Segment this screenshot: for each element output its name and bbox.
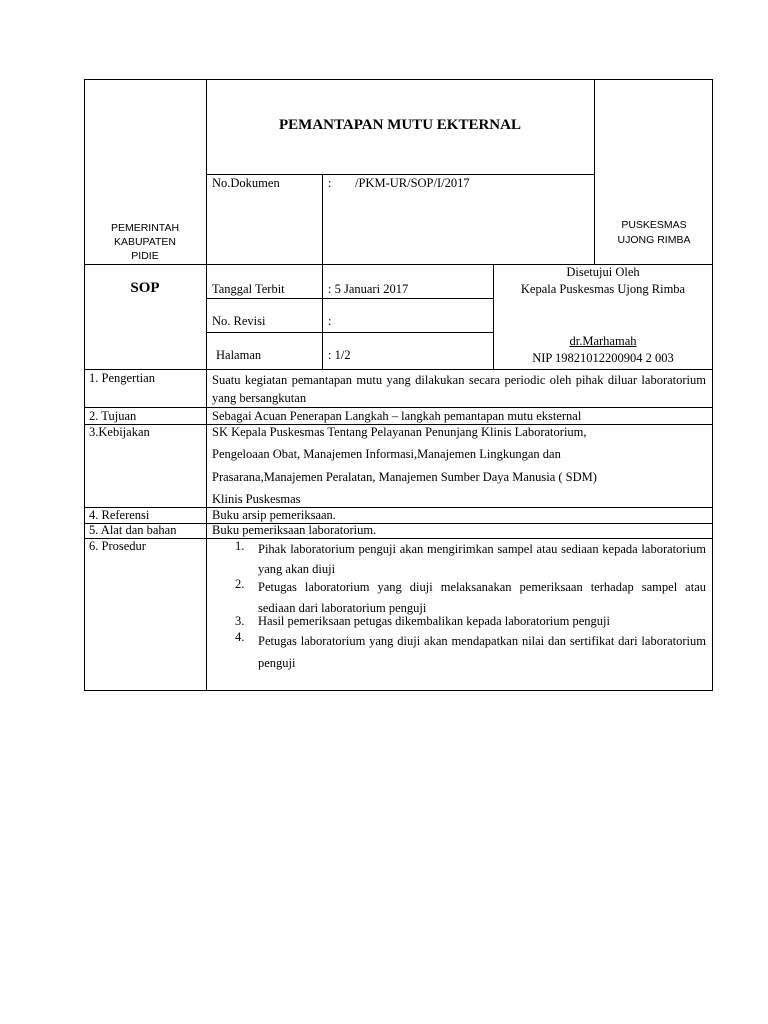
left-org-line-1: PEMERINTAH [110, 222, 180, 234]
right-org-line-1: PUSKESMAS [621, 219, 687, 231]
right-org-line-2: UJONG RIMBA [617, 234, 691, 246]
document-title: PEMANTAPAN MUTU EKTERNAL [279, 117, 521, 133]
prosedur-num-4: 4. [235, 630, 245, 644]
prosedur-num-1: 1. [235, 539, 245, 553]
approver-name [494, 334, 712, 349]
tujuan-text: Sebagai Acuan Penerapan Langkah – langkah pemantapan mutu eksternal [212, 409, 582, 423]
approval-line-2: Kepala Puskesmas Ujong Rimba [520, 282, 686, 296]
sop-label: SOP [130, 280, 160, 296]
prosedur-text-3: Hasil pemeriksaan petugas dikembalikan kepada laboratorium penguji [258, 614, 610, 628]
prosedur-num-3: 3. [235, 614, 245, 628]
kebijakan-line-2: Pengeloaan Obat, Manajemen Informasi,Manajemen Lingkungan dan [212, 447, 561, 461]
kebijakan-line-1: SK Kepala Puskesmas Tentang Pelayanan Penunjang Klinis Laboratorium, [212, 425, 587, 439]
prosedur-text-4: Petugas laboratorium yang diuji akan mendapatkan nilai dan sertifikat dari laboratorium penguji [258, 634, 706, 670]
prosedur-num-2: 2. [235, 577, 245, 591]
no-revisi-label: No. Revisi [212, 314, 266, 328]
left-org-line-3: PIDIE [131, 250, 159, 262]
referensi-text: Buku arsip pemeriksaan. [212, 508, 336, 522]
referensi-label: 4. Referensi [89, 508, 150, 522]
halaman-value: : 1/2 [328, 348, 351, 362]
tanggal-terbit-value: : 5 Januari 2017 [328, 282, 409, 296]
approver-nip: NIP 19821012200904 2 003 [532, 351, 674, 365]
approval-line-1: Disetujui Oleh [566, 265, 640, 279]
alat-bahan-text: Buku pemeriksaan laboratorium. [212, 523, 377, 537]
tanggal-terbit-label: Tanggal Terbit [212, 282, 285, 296]
no-dokumen-value: /PKM-UR/SOP/I/2017 [355, 176, 470, 190]
kebijakan-line-4: Klinis Puskesmas [212, 492, 301, 506]
halaman-label: Halaman [216, 348, 262, 362]
prosedur-text-2: Petugas laboratorium yang diuji melaksanakan pemeriksaan terhadap sampel atau sediaan dari laboratorium penguji [258, 580, 706, 615]
no-revisi-value: : [328, 314, 332, 328]
kebijakan-label: 3.Kebijakan [89, 425, 150, 439]
no-dokumen-label: No.Dokumen [212, 176, 280, 190]
tujuan-label: 2. Tujuan [89, 409, 137, 423]
pengertian-label: 1. Pengertian [89, 371, 155, 385]
kebijakan-line-3: Prasarana,Manajemen Peralatan, Manajemen Sumber Daya Manusia ( SDM) [212, 470, 597, 484]
pengertian-text: Suatu kegiatan pemantapan mutu yang dilakukan secara periodic oleh pihak diluar laboratorium yang bersangkutan [212, 373, 706, 405]
alat-bahan-label: 5. Alat dan bahan [89, 523, 177, 537]
left-org-line-2: KABUPATEN [113, 236, 177, 248]
no-dokumen-colon: : [328, 176, 332, 190]
prosedur-label: 6. Prosedur [89, 539, 146, 553]
prosedur-text-1: Pihak laboratorium penguji akan mengirimkan sampel atau sediaan kepada laboratorium yang akan diuji [258, 542, 706, 576]
approver-name-text: dr.Marhamah [569, 334, 637, 348]
